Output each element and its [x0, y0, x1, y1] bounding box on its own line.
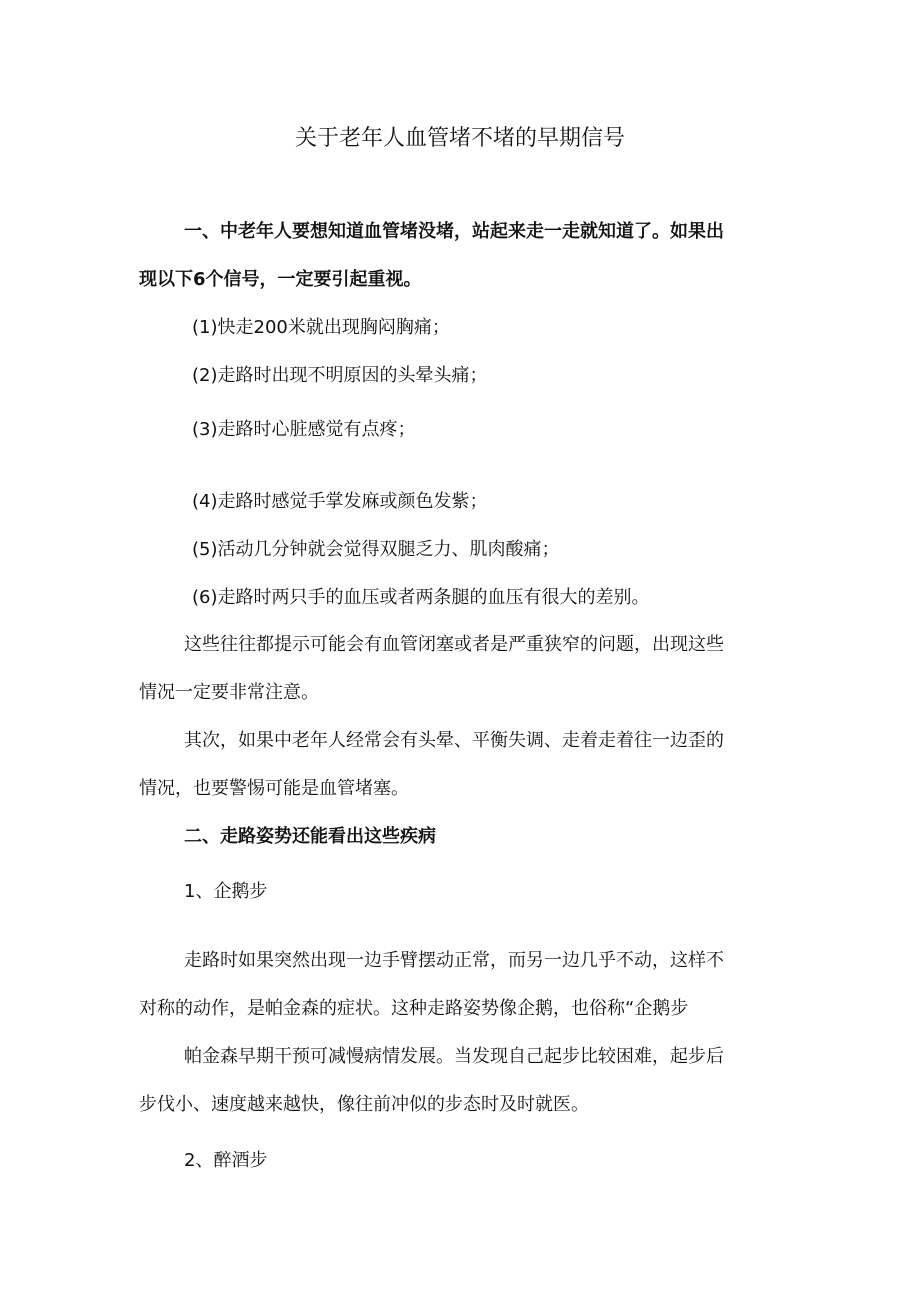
paragraph-2-line2: 情况，也要警惕可能是血管堵塞。	[139, 778, 409, 799]
signal-item-3: (3)走路时心脏感觉有点疼；	[192, 419, 416, 440]
subsection-1-para2-line1: 帕金森早期干预可减慢病情发展。当发现自己起步比较困难，起步后	[184, 1046, 724, 1067]
page-title: 关于老年人血管堵不堵的早期信号	[294, 126, 625, 151]
subsection-1-title: 1、企鹅步	[184, 881, 268, 902]
section2-heading: 二、走路姿势还能看出这些疾病	[184, 826, 436, 847]
subsection-2-title: 2、醉酒步	[184, 1150, 268, 1171]
paragraph-1-line1: 这些往往都提示可能会有血管闭塞或者是严重狭窄的问题，出现这些	[184, 634, 724, 655]
signal-item-2: (2)走路时出现不明原因的头晕头痛；	[192, 365, 488, 386]
signal-item-4: (4)走路时感觉手掌发麻或颜色发紫；	[192, 491, 488, 512]
signal-item-5: (5)活动几分钟就会觉得双腿乏力、肌肉酸痛；	[192, 539, 560, 560]
section1-heading-line2: 现以下6个信号，一定要引起重视。	[139, 269, 422, 290]
paragraph-1-line2: 情况一定要非常注意。	[139, 682, 319, 703]
paragraph-2-line1: 其次，如果中老年人经常会有头晕、平衡失调、走着走着往一边歪的	[184, 730, 724, 751]
signal-item-6: (6)走路时两只手的血压或者两条腿的血压有很大的差别。	[192, 587, 650, 608]
subsection-1-para2-line2: 步伐小、速度越来越快，像往前冲似的步态时及时就医。	[139, 1094, 589, 1115]
section1-heading-line1: 一、中老年人要想知道血管堵没堵，站起来走一走就知道了。如果出	[184, 221, 724, 242]
subsection-1-para1-line1: 走路时如果突然出现一边手臂摆动正常，而另一边几乎不动，这样不	[184, 950, 724, 971]
signal-item-1: (1)快走200米就出现胸闷胸痛；	[192, 317, 450, 338]
subsection-1-para1-line2: 对称的动作，是帕金森的症状。这种走路姿势像企鹅，也俗称“企鹅步	[139, 998, 689, 1019]
